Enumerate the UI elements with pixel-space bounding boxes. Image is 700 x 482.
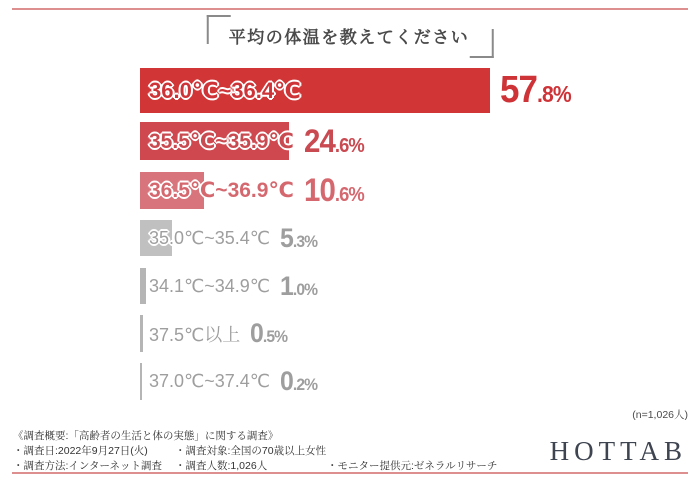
bar-value-main: 0	[280, 366, 293, 396]
bar-label: 37.0℃~37.4℃	[149, 371, 271, 391]
bar-row	[140, 122, 369, 160]
bar-value-decimal: .3%	[292, 231, 318, 251]
survey-method: ・調査方法:インターネット調査	[13, 460, 162, 473]
bar-value	[304, 123, 364, 160]
bar-label: 37.5℃以上	[149, 324, 241, 345]
chart-title-text: 平均の体温を教えてください	[228, 28, 470, 47]
bar-label: 36.5℃~36.9℃	[149, 179, 294, 202]
bar-row	[140, 315, 291, 352]
bar-value-main: 24	[303, 122, 335, 159]
survey-respondents: ・調査人数:1,026人	[175, 460, 268, 473]
bar-row	[140, 172, 369, 209]
bar-value	[280, 271, 317, 302]
bar-value	[280, 366, 317, 397]
sample-size-note: (n=1,026人)	[632, 409, 688, 421]
bar-row	[140, 68, 577, 113]
bar-value-main: 1	[280, 270, 293, 301]
bar-label: 35.0℃~35.4℃	[149, 227, 271, 248]
bar-label: 34.1℃~34.9℃	[149, 275, 271, 296]
bar-value-main: 57	[499, 69, 537, 111]
bar-value-main: 0	[250, 318, 264, 348]
survey-date: ・調査日:2022年9月27日(火)	[13, 445, 148, 458]
bar-value	[500, 69, 571, 112]
bar-value	[304, 172, 364, 209]
survey-target: ・調査対象:全国の70歳以上女性	[175, 445, 327, 458]
chart-title	[207, 15, 494, 58]
bar-value	[250, 318, 287, 349]
survey-overview	[13, 429, 497, 475]
survey-monitor: ・モニター提供元:ゼネラルリサーチ	[327, 460, 498, 473]
hottab-logo: HOTTAB	[549, 436, 687, 466]
bar-value-decimal: .0%	[292, 279, 318, 299]
bar-row	[140, 268, 320, 304]
corner-bracket-top-left-icon	[207, 15, 231, 44]
top-accent-line	[12, 8, 688, 10]
bar-value-decimal: .5%	[263, 327, 288, 346]
bar-value-decimal: .6%	[334, 184, 364, 206]
bottom-accent-line	[12, 472, 688, 474]
corner-bracket-bottom-right-icon	[469, 29, 493, 58]
bar-value-main: 10	[303, 172, 335, 208]
bar-value-decimal: .6%	[334, 134, 364, 157]
bar-row	[140, 363, 320, 400]
bar-value	[280, 223, 317, 254]
survey-line	[13, 444, 497, 459]
survey-heading: 《調査概要:「高齢者の生活と体の実態」に関する調査》	[13, 430, 279, 442]
bar-row	[140, 220, 320, 256]
bar-value-main: 5	[280, 222, 293, 253]
bar-label: 36.0℃~36.4℃	[149, 77, 301, 103]
bar-value-decimal: .2%	[292, 375, 318, 394]
bar-value-decimal: .8%	[536, 81, 571, 107]
bar-label: 35.5℃~35.9℃	[149, 129, 294, 153]
